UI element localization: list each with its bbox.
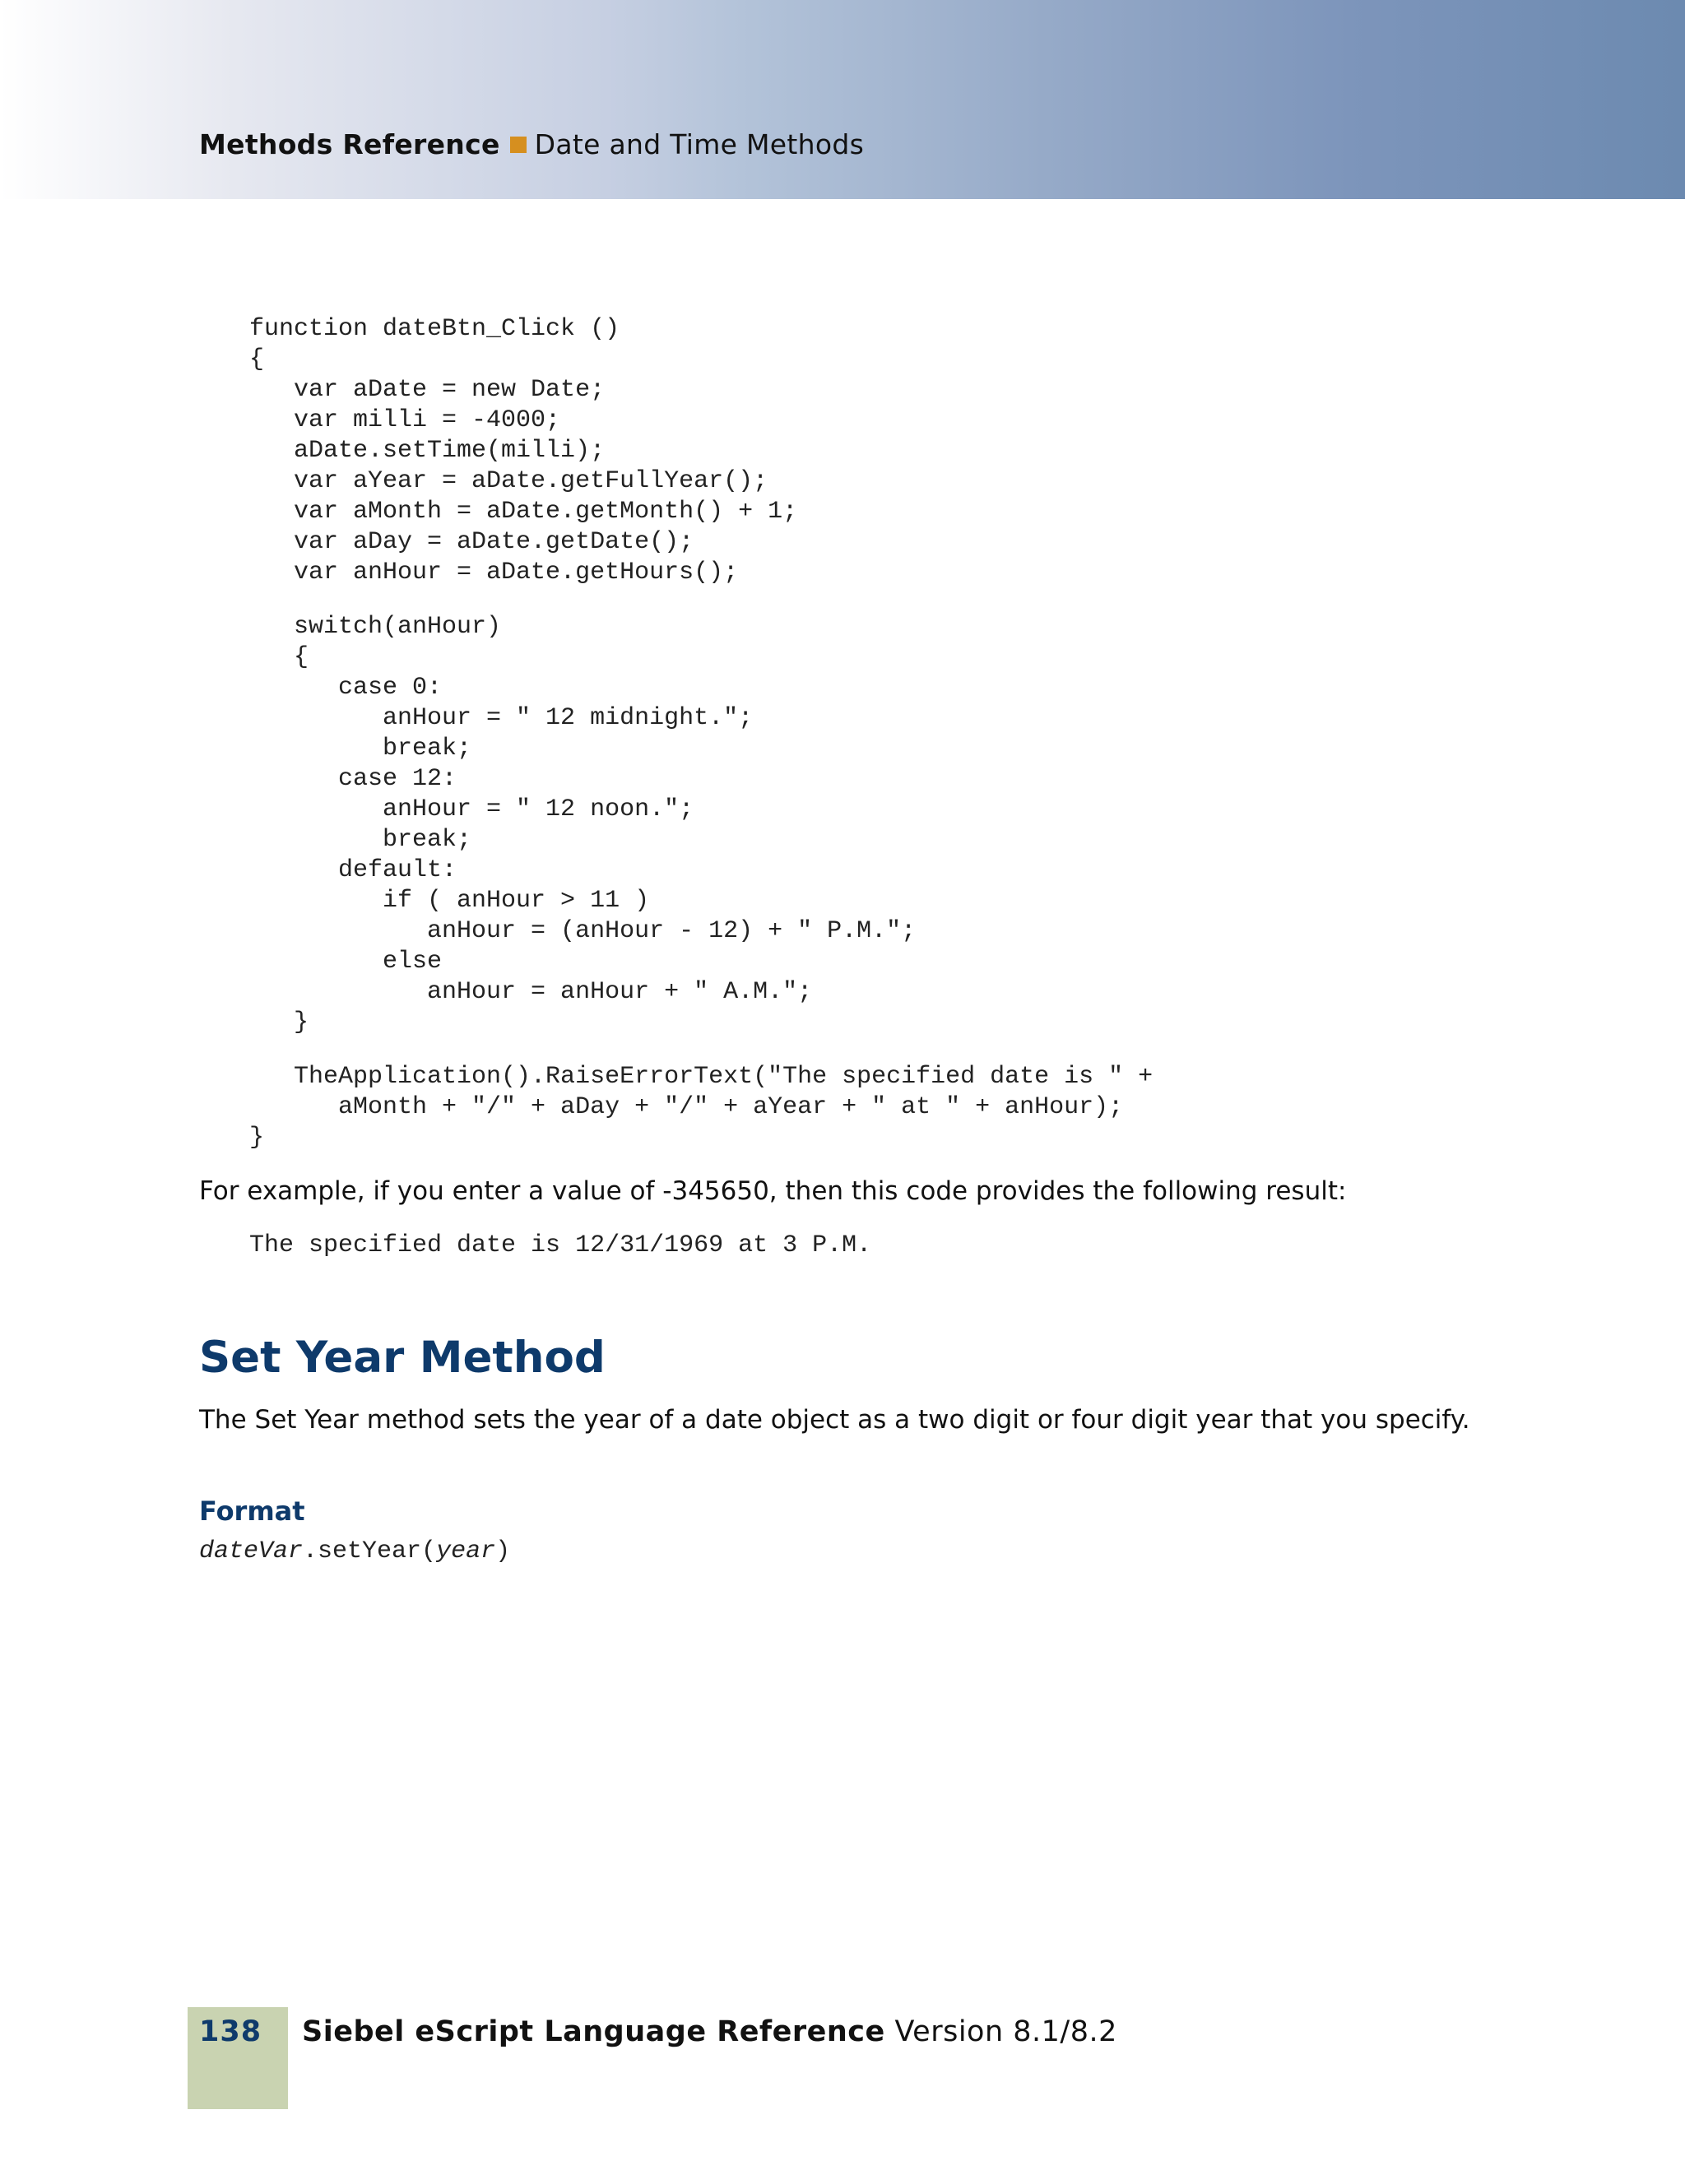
footer-text [302,2015,1117,2048]
code-line: var anHour = aDate.getHours(); [249,559,739,587]
code-line: case 0: [249,674,443,702]
code-line: aMonth + "/" + aDay + "/" + aYear + " at " + anHour); [249,1093,1124,1121]
code-line: var aYear = aDate.getFullYear(); [249,467,768,495]
code-line: var aMonth = aDate.getMonth() + 1; [249,498,798,526]
code-line: break; [249,735,472,763]
book-version: Version 8.1/8.2 [894,2015,1117,2048]
code-line: anHour = " 12 midnight."; [249,704,754,732]
section-title: Set Year Method [199,1333,606,1383]
section-name: Date and Time Methods [534,128,865,160]
page-number: 138 [199,2015,262,2048]
format-close: ) [495,1537,511,1565]
section-description: The Set Year method sets the year of a date object as a two digit or four digit year that you specify. [199,1405,1470,1435]
format-syntax [199,1537,510,1567]
running-head [199,128,864,160]
header-band [0,0,1685,199]
code-line: aDate.setTime(milli); [249,437,606,465]
code-line: if ( anHour > 11 ) [249,887,650,915]
code-line: anHour = " 12 noon."; [249,795,694,823]
format-heading: Format [199,1495,305,1527]
code-line: var aDay = aDate.getDate(); [249,528,694,556]
code-line: var aDate = new Date; [249,376,606,404]
code-line: } [249,1009,309,1036]
example-result: The specified date is 12/31/1969 at 3 P.M. [249,1231,872,1259]
book-title: Siebel eScript Language Reference [302,2015,885,2048]
code-line: else [249,948,443,976]
code-example [249,314,1153,1153]
code-line: function dateBtn_Click () [249,315,620,343]
code-line: TheApplication().RaiseErrorText("The specified date is " + [249,1063,1154,1091]
code-line: case 12: [249,765,457,793]
chapter-title: Methods Reference [199,128,500,160]
code-line: break; [249,826,472,854]
format-object: dateVar [199,1537,304,1565]
separator-square-icon [510,137,527,153]
code-line: anHour = anHour + " A.M."; [249,978,813,1006]
code-line: var milli = -4000; [249,406,561,434]
code-line: default: [249,856,457,884]
code-line: } [249,1124,265,1152]
format-method: .setYear( [303,1537,437,1565]
code-line: switch(anHour) [249,613,502,641]
code-line: { [249,345,265,373]
code-line: { [249,643,309,671]
format-argument: year [436,1537,496,1565]
example-intro: For example, if you enter a value of -345650, then this code provides the following result: [199,1176,1347,1206]
code-line: anHour = (anHour - 12) + " P.M."; [249,917,917,945]
